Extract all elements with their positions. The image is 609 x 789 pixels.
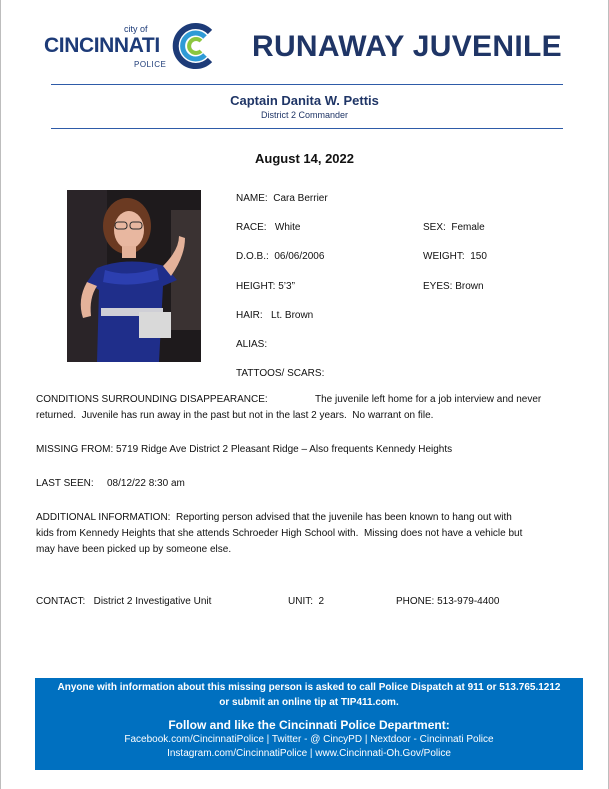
footer-tip-line1: Anyone with information about this missing person is asked to call Police Dispatch at 911 or 513.765.1212 — [57, 682, 561, 693]
captain-name: Captain Danita W. Pettis — [230, 93, 379, 108]
missing-from: MISSING FROM: 5719 Ridge Ave District 2 Pleasant Ridge – Also frequents Kennedy Heights — [36, 444, 453, 455]
logo-c-mark-icon — [170, 22, 218, 70]
conditions-label: CONDITIONS SURROUNDING DISAPPEARANCE: — [36, 394, 268, 405]
cincinnati-police-logo — [44, 22, 219, 74]
footer-info-box — [35, 678, 583, 770]
detail-hair: HAIR: Lt. Brown — [236, 310, 314, 321]
footer-follow-heading: Follow and like the Cincinnati Police Department: — [168, 718, 450, 732]
footer-social-line2: Instagram.com/CincinnatiPolice | www.Cincinnati-Oh.Gov/Police — [167, 748, 451, 759]
contact-unit-name: CONTACT: District 2 Investigative Unit — [36, 596, 212, 607]
logo-city-of: city of — [124, 24, 148, 34]
poster-title: RUNAWAY JUVENILE — [252, 30, 562, 63]
detail-weight: WEIGHT: 150 — [423, 251, 487, 262]
additional-info-line3: may have been picked up by someone else. — [36, 544, 232, 555]
detail-name: NAME: Cara Berrier — [236, 193, 328, 204]
detail-dob: D.O.B.: 06/06/2006 — [236, 251, 325, 262]
header-divider-bottom — [51, 128, 563, 129]
conditions-line2: returned. Juvenile has run away in the past but not in the last 2 years. No warrant on file. — [36, 410, 434, 421]
detail-race: RACE: White — [236, 222, 301, 233]
footer-social-line1: Facebook.com/CincinnatiPolice | Twitter - @ CincyPD | Nextdoor - Cincinnati Police — [124, 734, 494, 745]
missing-person-photo — [67, 190, 201, 362]
additional-info-line2: kids from Kennedy Heights that she attends Schroeder High School with. Missing does not have a vehicle but — [36, 528, 523, 539]
additional-info-line1: ADDITIONAL INFORMATION: Reporting person advised that the juvenile has been known to hang out with — [36, 512, 512, 523]
footer-tip-line2: or submit an online tip at TIP411.com. — [219, 697, 399, 708]
captain-role: District 2 Commander — [260, 110, 349, 120]
contact-phone: PHONE: 513-979-4400 — [396, 596, 500, 607]
report-date: August 14, 2022 — [255, 151, 354, 166]
conditions-line1: The juvenile left home for a job interview and never — [315, 394, 542, 405]
detail-height: HEIGHT: 5’3” — [236, 281, 295, 292]
detail-tattoos: TATTOOS/ SCARS: — [236, 368, 325, 379]
detail-sex: SEX: Female — [423, 222, 485, 233]
logo-police-text: POLICE — [134, 60, 167, 69]
logo-city-name: CINCINNATI — [44, 34, 160, 57]
contact-unit-number: UNIT: 2 — [288, 596, 325, 607]
last-seen-label: LAST SEEN: — [36, 478, 94, 489]
detail-alias: ALIAS: — [236, 339, 268, 350]
header-divider-top — [51, 84, 563, 85]
detail-eyes: EYES: Brown — [423, 281, 484, 292]
last-seen-value: 08/12/22 8:30 am — [107, 478, 185, 489]
